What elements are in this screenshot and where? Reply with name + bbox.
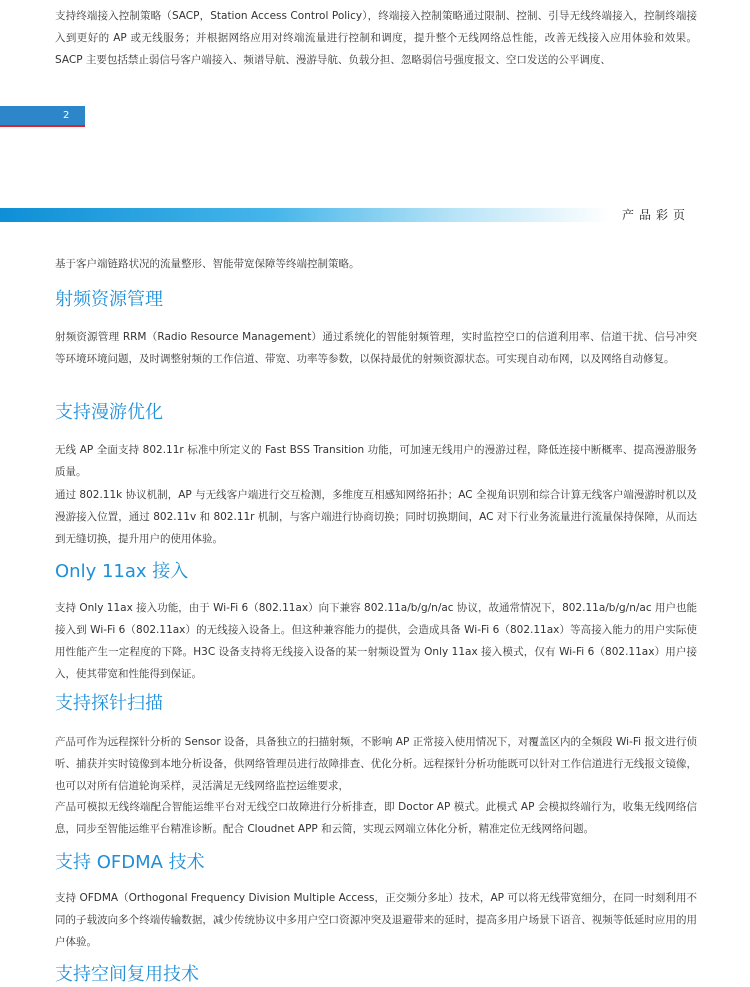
section-11ax-paragraph-1: 支持 Only 11ax 接入功能，由于 Wi-Fi 6（802.11ax）向下兼容 802.11a/b/g/n/ac 协议，故通常情况下，802.11a/b/g/n/ac 用户也能接入到 Wi-Fi 6（802.11ax）的无线接入设备上。但这种兼容能力的提供，会造成具备 Wi-Fi 6（802.11ax）等高接入能力的用户实际使用性能产生一定程度的下降。H3C 设备支持将无线接入设备的某一射频设置为 Only 11ax 接入模式，仅有 Wi-Fi 6（802.11ax）用户接入，使其带宽和性能得到保证。 <box>55 602 697 680</box>
page1-body-paragraph: 支持终端接入控制策略（SACP，Station Access Control Policy），终端接入控制策略通过限制、控制、引导无线终端接入，控制终端接入到更好的 AP 或无线服务；并根据网络应用对终端流量进行控制和调度，提升整个无线网络总性能，改善无线接入应用体验和效果。SACP 主要包括禁止弱信号客户端接入、频谱导航、漫游导航、负载分担、忽略弱信号强度报文、空口发送的公平调度、 <box>55 10 697 66</box>
section-probe-paragraph-2: 产品可模拟无线终端配合智能运维平台对无线空口故障进行分析排查，即 Doctor AP 模式。此模式 AP 会模拟终端行为，收集无线网络信息，同步至智能运维平台精准诊断。配合 Cloudnet APP 和云简，实现云网端立体化分析，精准定位无线网络问题。 <box>55 801 697 835</box>
section-roaming-paragraph-1: 无线 AP 全面支持 802.11r 标准中所定义的 Fast BSS Transition 功能，可加速无线用户的漫游过程，降低连接中断概率、提高漫游服务质量。 <box>55 444 697 478</box>
section-ofdma-paragraph-1: 支持 OFDMA（Orthogonal Frequency Division Multiple Access，正交频分多址）技术，AP 可以将无线带宽细分，在同一时刻利用不同的子载波向多个终端传输数据，减少传统协议中多用户空口资源冲突及退避带来的延时，提高多用户场景下语音、视频等低延时应用的用户体验。 <box>55 892 697 948</box>
section-title-rrm: 射频资源管理 <box>55 289 163 310</box>
section-title-probe-scan: 支持探针扫描 <box>55 693 163 714</box>
continuation-paragraph: 基于客户端链路状况的流量整形、智能带宽保障等终端控制策略。 <box>55 258 360 270</box>
section-title-spatial-reuse: 支持空间复用技术 <box>55 964 199 985</box>
page-header-label: 产品彩页 <box>621 208 690 222</box>
section-rrm-paragraph-1: 射频资源管理 RRM（Radio Resource Management）通过系统化的智能射频管理，实时监控空口的信道利用率、信道干扰、信号冲突等环境环境问题，及时调整射频的工作信道、带宽、功率等参数，以保持最优的射频资源状态。可实现自动布网，以及网络自动修复。 <box>55 331 697 365</box>
page-number-accent-line <box>0 125 85 127</box>
page-number: 2 <box>63 110 70 121</box>
section-title-roaming: 支持漫游优化 <box>55 402 163 423</box>
page-header-gradient-bar <box>0 208 610 222</box>
page-number-tab <box>0 106 85 125</box>
section-probe-paragraph-1: 产品可作为远程探针分析的 Sensor 设备，具备独立的扫描射频，不影响 AP 正常接入使用情况下，对覆盖区内的全频段 Wi-Fi 报文进行侦听、捕获并实时镜像到本地分析设备，供网络管理员进行故障排查、优化分析。远程探针分析功能既可以针对工作信道进行无线报文镜像，也可以对所有信道轮询采样，灵活满足无线网络监控运维要求， <box>55 736 697 792</box>
section-title-ofdma: 支持 OFDMA 技术 <box>55 852 205 873</box>
section-title-only-11ax: Only 11ax 接入 <box>55 561 189 582</box>
section-roaming-paragraph-2: 通过 802.11k 协议机制，AP 与无线客户端进行交互检测，多维度互相感知网络拓扑；AC 全视角识别和综合计算无线客户端漫游时机以及漫游接入位置，通过 802.11v 和 802.11r 机制，与客户端进行协商切换；同时切换期间，AC 对下行业务流量进行流量保持保障，从而达到无缝切换，提升用户的使用体验。 <box>55 489 697 545</box>
